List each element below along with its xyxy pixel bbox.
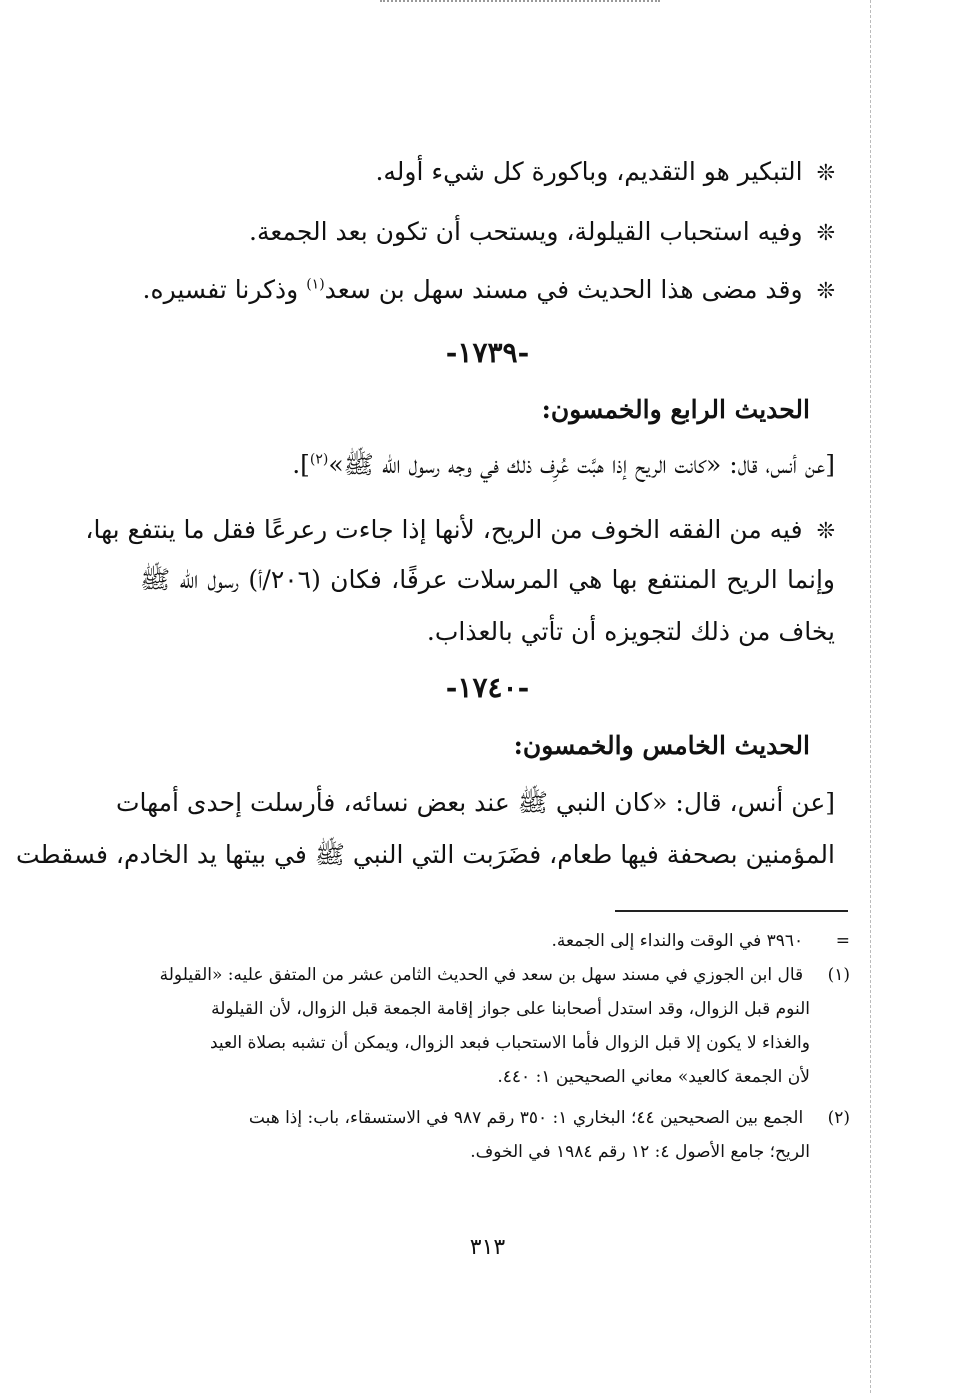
footnote-2-line-2: الريح؛ جامع الأصول ٤: ١٢ رقم ١٩٨٤ في الخوف.: [470, 1142, 810, 1162]
hadith-1739-comment-1: [85, 510, 835, 552]
footnote-continuation: [551, 926, 850, 956]
footnote-1-marker: (١): [827, 965, 850, 985]
text-line-3: [143, 270, 835, 312]
footnote-ref-2[interactable]: (٢): [309, 451, 329, 468]
footnote-continuation-marker: =: [835, 931, 850, 951]
hadith-number-1740: -١٧٤٠-: [445, 671, 530, 704]
scan-top-marks: [380, 0, 660, 8]
footnote-continuation-text: ٣٩٦٠ في الوقت والنداء إلى الجمعة.: [551, 931, 804, 951]
hadith-1739-text: [292, 445, 835, 485]
footnote-2-marker: (٢): [827, 1108, 850, 1128]
hadith-1739-quote-end: ].: [292, 450, 310, 479]
footnote-divider: [615, 910, 848, 912]
line-2-text: وفيه استحباب القيلولة، ويستحب أن تكون بعد الجمعة.: [249, 217, 803, 246]
hadith-1739-comment-2: وإنما الريح المنتفع بها هي المرسلات عرفًا، فكان (٢٠٦/أ) رسول الله ﷺ: [140, 565, 835, 594]
footnote-2-line-1: الجمع بين الصحيحين ٤٤؛ البخاري ١: ٣٥٠ رقم ٩٨٧ في الاستسقاء، باب: إذا هبت: [248, 1108, 804, 1128]
text-line-2: [249, 212, 835, 254]
hadith-1740-text-1: [عن أنس، قال: «كان النبي ﷺ عند بعض نسائه، فأرسلت إحدى أمهات: [115, 788, 835, 817]
hadith-title-55: الحديث الخامس والخمسون:: [513, 731, 810, 760]
footnote-1-line-2: النوم قبل الزوال، وقد استدل أصحابنا على جواز إقامة الجمعة قبل الزوال، لأن القيلولة: [211, 999, 810, 1019]
hadith-title-54: الحديث الرابع والخمسون:: [541, 395, 810, 424]
comment-1-text: فيه من الفقه الخوف من الريح، لأنها إذا جاءت رعرعًا فقل ما ينتفع بها،: [85, 515, 803, 544]
line-3-text-end: وذكرنا تفسيره.: [142, 275, 307, 304]
line-3-text: وقد مضى هذا الحديث في مسند سهل بن سعد: [324, 275, 803, 304]
hadith-1739-comment-3: يخاف من ذلك لتجويزه أن تأتي بالعذاب.: [426, 617, 835, 646]
footnote-1-line-1: قال ابن الجوزي في مسند سهل بن سعد في الحديث الثامن عشر من المتفق عليه: «القيلولة: [159, 965, 804, 985]
hadith-number-1739: -١٧٣٩-: [445, 336, 530, 369]
footnote-1-line-3: والغذاء لا يكون إلا قبل الزوال فأما الاستحباب فبعد الزوال، ويمكن أن تشبه بصلاة العيد: [209, 1033, 810, 1053]
star-icon: ❊: [816, 519, 835, 544]
page-number: ٣١٣: [469, 1235, 506, 1260]
hadith-1739-quote: [عن أنس، قال: «كانت الريح إذا هبَّت عُرِف ذلك في وجه رسول الله ﷺ»: [328, 450, 835, 479]
text-line-1: [375, 152, 835, 194]
line-1-text: التبكير هو التقديم، وباكورة كل شيء أوله.: [375, 157, 803, 186]
star-icon: ❊: [816, 221, 835, 246]
footnote-1: [160, 960, 850, 990]
footnote-ref-1[interactable]: (١): [306, 276, 325, 293]
hadith-1740-text-2: المؤمنين بصحفة فيها طعام، فضَرَبت التي النبي ﷺ في بيتها يد الخادم، فسقطت: [16, 840, 835, 869]
star-icon: ❊: [816, 279, 835, 304]
footnote-2: [249, 1103, 850, 1133]
footnote-1-line-4: لأن الجمعة كالعيد» معاني الصحيحين ١: ٤٤٠.: [497, 1067, 810, 1087]
star-icon: ❊: [816, 161, 835, 186]
